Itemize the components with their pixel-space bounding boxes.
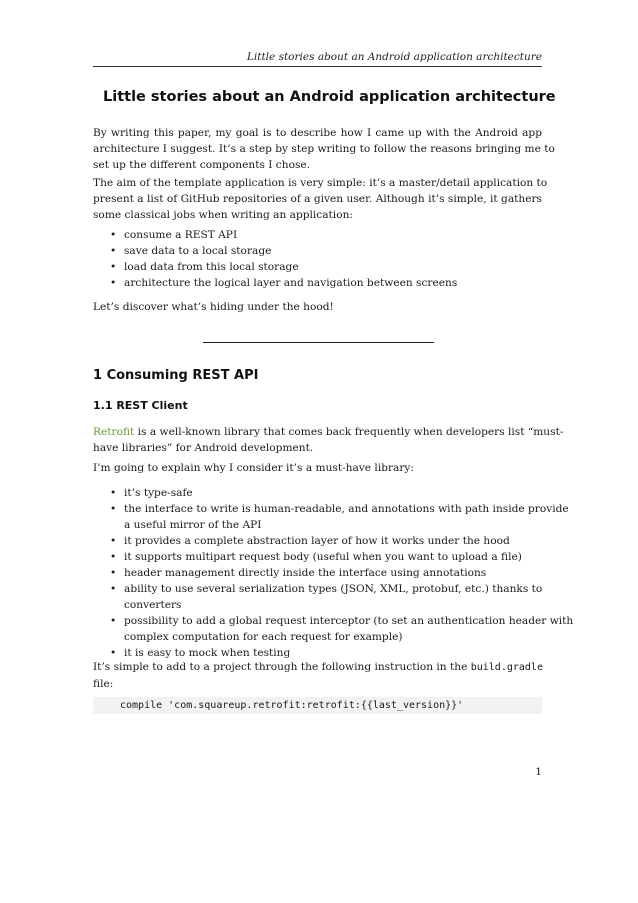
intro-paragraph-2 [93, 175, 548, 223]
text-line: Let’s discover what’s hiding under the hood! [93, 301, 334, 313]
text-line: By writing this paper, my goal is to describe how I came up with the Android app [93, 127, 542, 139]
list-item [93, 613, 574, 645]
list-item [93, 565, 542, 581]
list-item [93, 243, 542, 259]
bullet-icon: • [110, 567, 117, 579]
list-item [93, 533, 542, 549]
list-item-text: it’s type-safe [124, 487, 193, 499]
list-item [93, 501, 569, 533]
text-line: I’m going to explain why I consider it’s a must-have library: [93, 462, 414, 474]
section-heading: 1 Consuming REST API [93, 368, 259, 383]
header-rule [93, 66, 542, 67]
list-item-text: architecture the logical layer and navigation between screens [124, 277, 458, 289]
list-item [93, 259, 542, 275]
bullet-icon: • [110, 535, 117, 547]
text-line: some classical jobs when writing an application: [93, 209, 353, 221]
section-divider [203, 342, 434, 343]
text-line: set up the different components I chose. [93, 159, 311, 171]
retrofit-features-list [93, 485, 574, 661]
text-line: have libraries” for Android development. [93, 442, 314, 454]
intro-closing [93, 299, 542, 315]
list-item-text: save data to a local storage [124, 245, 272, 257]
list-item [93, 275, 542, 291]
bullet-icon: • [110, 647, 117, 659]
gradle-paragraph [93, 659, 542, 692]
list-item [93, 227, 542, 243]
bullet-icon: • [110, 551, 117, 563]
list-item-text: converters [124, 599, 182, 611]
list-item-text: a useful mirror of the API [124, 519, 262, 531]
bullet-icon: • [110, 277, 117, 289]
bullet-icon: • [110, 229, 117, 241]
text-line: The aim of the template application is very simple: it’s a master/detail application to [93, 177, 548, 189]
intro-paragraph-1 [93, 125, 555, 173]
retrofit-link[interactable]: Retrofit [93, 426, 135, 438]
bullet-icon: • [110, 487, 117, 499]
list-item-text: consume a REST API [124, 229, 238, 241]
list-item-text: header management directly inside the interface using annotations [124, 567, 487, 579]
must-have-intro [93, 460, 542, 476]
retrofit-paragraph [93, 424, 564, 456]
text-line: file: [93, 678, 114, 690]
text-line [93, 424, 564, 440]
list-item-text: ability to use several serialization types (JSON, XML, protobuf, etc.) thanks to [124, 583, 543, 595]
list-item-text: it is easy to mock when testing [124, 647, 291, 659]
text-line: present a list of GitHub repositories of a given user. Although it’s simple, it gathers [93, 193, 542, 205]
list-item-text: it provides a complete abstraction layer of how it works under the hood [124, 535, 510, 547]
intro-bullet-list [93, 227, 542, 291]
list-item-text: possibility to add a global request interceptor (to set an authentication header with [124, 615, 574, 627]
text-fragment: It’s simple to add to a project through the following instruction in the [93, 661, 471, 673]
list-item-text: the interface to write is human-readable, and annotations with path inside provide [124, 503, 569, 515]
text-line [93, 659, 542, 676]
list-item [93, 581, 542, 613]
text-fragment: is a well-known library that comes back frequently when developers list “must- [134, 426, 564, 438]
list-item-text: complex computation for each request for example) [124, 631, 403, 643]
code-line: compile 'com.squareup.retrofit:retrofit:{{last_version}}' [120, 700, 464, 711]
inline-code: build.gradle [470, 662, 543, 673]
list-item [93, 549, 542, 565]
bullet-icon: • [110, 615, 117, 627]
document-title: Little stories about an Android application architecture [103, 89, 556, 105]
bullet-icon: • [110, 245, 117, 257]
bullet-icon: • [110, 503, 117, 515]
text-line: architecture I suggest. It’s a step by step writing to follow the reasons bringing me to [93, 143, 555, 155]
bullet-icon: • [110, 261, 117, 273]
subsection-heading: 1.1 REST Client [93, 399, 188, 412]
running-header: Little stories about an Android application architecture [246, 51, 542, 63]
page-number: 1 [535, 766, 542, 778]
code-block [93, 697, 542, 714]
bullet-icon: • [110, 583, 117, 595]
list-item-text: it supports multipart request body (useful when you want to upload a file) [124, 551, 522, 563]
list-item-text: load data from this local storage [124, 261, 299, 273]
list-item [93, 485, 542, 501]
